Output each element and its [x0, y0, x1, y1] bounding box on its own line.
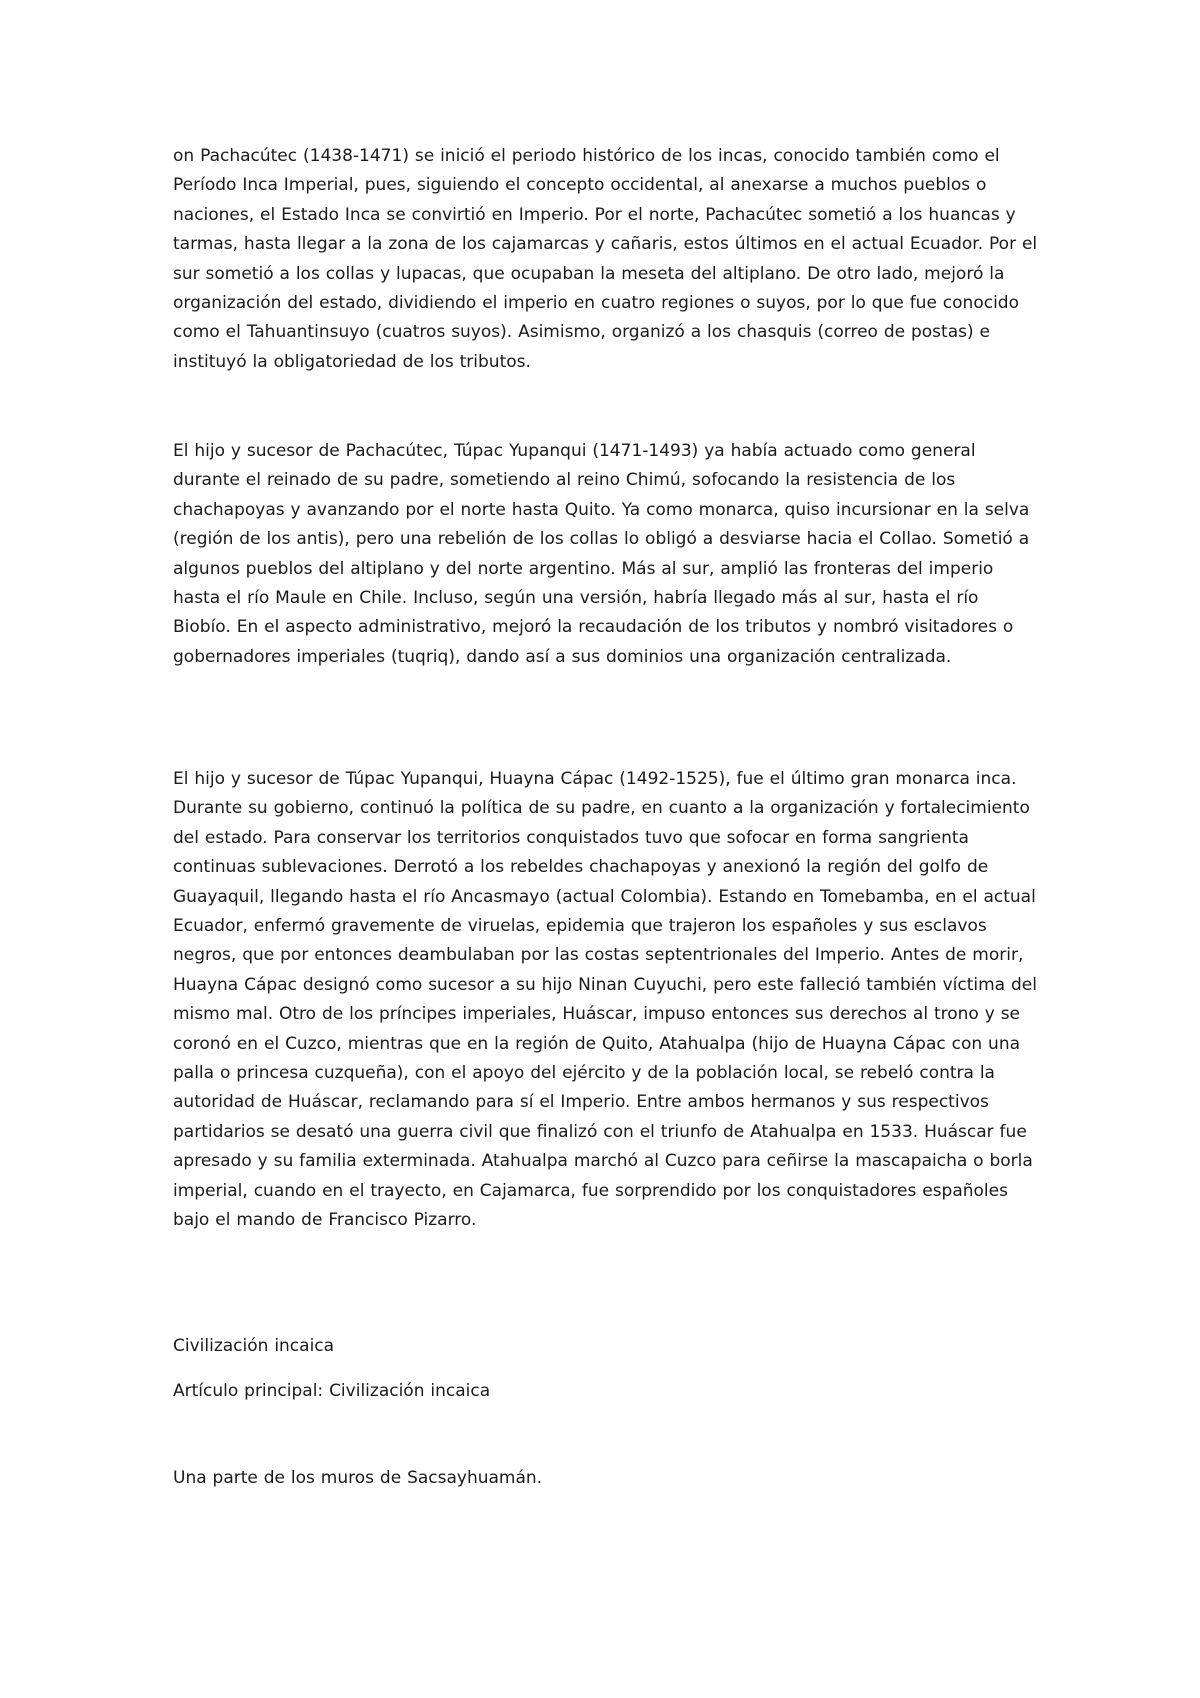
paragraph-tupac-yupanqui: El hijo y sucesor de Pachacútec, Túpac Yupanqui (1471-1493) ya había actuado como general durante el reinado de su padre, sometiendo al reino Chimú, sofocando la resistencia de los chachapoyas y avanzando por el norte hasta Quito. Ya como monarca, quiso incursionar en la selva (región de los antis), pero una rebelión de los collas lo obligó a desviarse hacia el Collao. Sometió a algunos pueblos del altiplano y del norte argentino. Más al sur, amplió las fronteras del imperio hasta el río Maule en Chile. Incluso, según una versión, habría llegado más al sur, hasta el río Biobío. En el aspecto administrativo, mejoró la recaudación de los tributos y nombró visitadores o gobernadores imperiales (tuqriq), dando así a sus dominios una organización centralizada.: [173, 441, 1030, 667]
paragraph-pachacutec: on Pachacútec (1438-1471) se inició el periodo histórico de los incas, conocido también como el Período Inca Imperial, pues, siguiendo el concepto occidental, al anexarse a muchos pueblos o naciones, el Estado Inca se convirtió en Imperio. Por el norte, Pachacútec sometió a los huancas y tarmas, hasta llegar a la zona de los cajamarcas y cañaris, estos últimos en el actual Ecuador. Por el sur sometió a los collas y lupacas, que ocupaban la meseta del altiplano. De otro lado, mejoró la organización del estado, dividiendo el imperio en cuatro regiones o suyos, por lo que fue conocido como el Tahuantinsuyo (cuatros suyos). Asimismo, organizó a los chasquis (correo de postas) e instituyó la obligatoriedad de los tributos.: [173, 146, 1038, 372]
main-article-note: Artículo principal: Civilización incaica: [173, 1381, 491, 1401]
section-heading: Civilización incaica: [173, 1336, 335, 1356]
image-caption: Una parte de los muros de Sacsayhuamán.: [173, 1468, 543, 1488]
paragraph-huayna-capac: El hijo y sucesor de Túpac Yupanqui, Huayna Cápac (1492-1525), fue el último gran monarca inca. Durante su gobierno, continuó la política de su padre, en cuanto a la organización y fortalecimiento del estado. Para conservar los territorios conquistados tuvo que sofocar en forma sangrienta continuas sublevaciones. Derrotó a los rebeldes chachapoyas y anexionó la región del golfo de Guayaquil, llegando hasta el río Ancasmayo (actual Colombia). Estando en Tomebamba, en el actual Ecuador, enfermó gravemente de viruelas, epidemia que trajeron los españoles y sus esclavos negros, que por entonces deambulaban por las costas septentrionales del Imperio. Antes de morir, Huayna Cápac designó como sucesor a su hijo Ninan Cuyuchi, pero este falleció también víctima del mismo mal. Otro de los príncipes imperiales, Huáscar, impuso entonces sus derechos al trono y se coronó en el Cuzco, mientras que en la región de Quito, Atahualpa (hijo de Huayna Cápac con una palla o princesa cuzqueña), con el apoyo del ejército y de la población local, se rebeló contra la autoridad de Huáscar, reclamando para sí el Imperio. Entre ambos hermanos y sus respectivos partidarios se desató una guerra civil que finalizó con el triunfo de Atahualpa en 1533. Huáscar fue apresado y su familia exterminada. Atahualpa marchó al Cuzco para ceñirse la mascapaicha o borla imperial, cuando en el trayecto, en Cajamarca, fue sorprendido por los conquistadores españoles bajo el mando de Francisco Pizarro.: [173, 769, 1037, 1231]
